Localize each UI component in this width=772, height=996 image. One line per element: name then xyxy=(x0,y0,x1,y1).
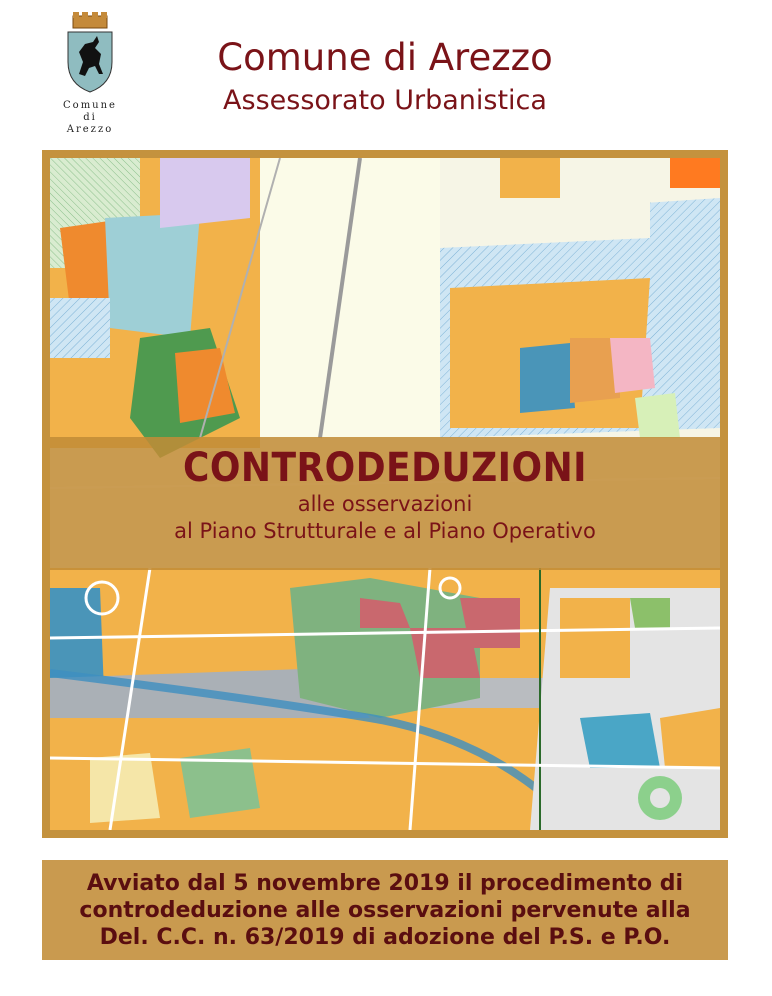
crest-caption-line-3: Arezzo xyxy=(66,124,114,135)
crest-icon xyxy=(65,12,115,94)
notice-line-1: Avviato dal 5 novembre 2019 il procedimento di xyxy=(86,871,684,896)
notice-line-2: controdeduzione alle osservazioni pervenute alla xyxy=(79,898,691,923)
title-band xyxy=(50,437,720,570)
band-title: CONTRODEDUZIONI xyxy=(182,445,587,491)
band-line-2: al Piano Strutturale e al Piano Operativo xyxy=(174,519,596,543)
crest-caption xyxy=(48,100,132,136)
crest-caption-line-1: Comune xyxy=(63,100,117,111)
band-line-1: alle osservazioni xyxy=(297,492,473,516)
page-title: Comune di Arezzo xyxy=(217,36,553,79)
page-subtitle: Assessorato Urbanistica xyxy=(223,85,547,116)
notice-line-3: Del. C.C. n. 63/2019 di adozione del P.S. e P.O. xyxy=(99,925,671,950)
page-header xyxy=(150,36,620,118)
notice-box xyxy=(42,860,728,960)
municipal-crest xyxy=(48,12,132,142)
crest-caption-line-2: di xyxy=(83,112,97,123)
